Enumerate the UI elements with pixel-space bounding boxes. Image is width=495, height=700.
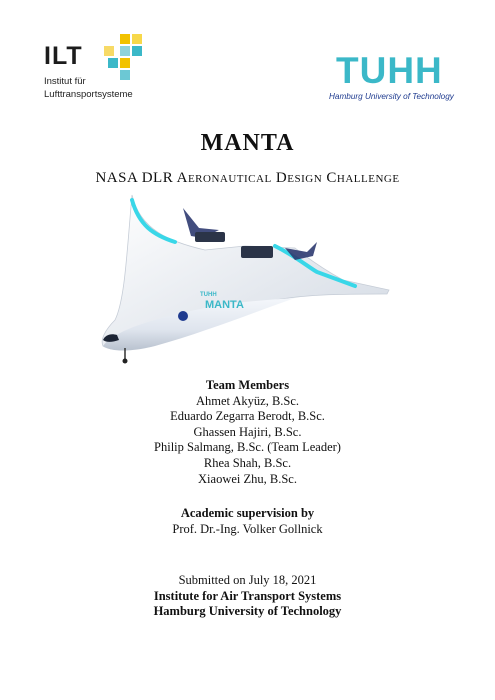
submission-section bbox=[0, 573, 495, 620]
team-member: Xiaowei Zhu, B.Sc. bbox=[198, 471, 297, 486]
team-member: Ghassen Hajiri, B.Sc. bbox=[193, 424, 302, 439]
submission-date: Submitted on July 18, 2021 bbox=[178, 573, 317, 587]
submission-institute: Institute for Air Transport Systems bbox=[153, 588, 342, 603]
team-section bbox=[0, 378, 495, 487]
supervision-heading: Academic supervision by bbox=[180, 506, 315, 520]
nasa-logo-icon bbox=[178, 311, 188, 321]
ilt-logo-line2: Lufttransportsysteme bbox=[44, 89, 133, 100]
aircraft-marking-name: MANTA bbox=[205, 299, 244, 311]
ilt-logo-name: ILT bbox=[44, 42, 83, 70]
supervisor-name: Prof. Dr.-Ing. Volker Gollnick bbox=[172, 521, 323, 536]
page-subtitle: NASA DLR Aeronautical Design Challenge bbox=[95, 170, 400, 186]
ilt-logo bbox=[44, 30, 164, 110]
submission-university: Hamburg University of Technology bbox=[153, 604, 342, 619]
ilt-puzzle-mark-icon bbox=[102, 32, 150, 84]
team-member: Ahmet Akyüz, B.Sc. bbox=[195, 393, 300, 408]
supervision-section bbox=[0, 506, 495, 537]
tuhh-logo bbox=[326, 52, 460, 104]
team-heading: Team Members bbox=[205, 378, 290, 392]
team-member: Rhea Shah, B.Sc. bbox=[203, 455, 292, 470]
team-member: Philip Salmang, B.Sc. (Team Leader) bbox=[154, 440, 341, 455]
team-member: Eduardo Zegarra Berodt, B.Sc. bbox=[170, 409, 325, 424]
aircraft-marking-top: TUHH bbox=[200, 292, 217, 298]
tuhh-logo-subtitle: Hamburg University of Technology bbox=[329, 92, 454, 101]
aircraft-rendering-image bbox=[95, 190, 395, 370]
tuhh-logo-name: TUHH bbox=[336, 50, 443, 91]
page-title: MANTA bbox=[200, 130, 295, 156]
ilt-logo-line1: Institut für bbox=[44, 76, 86, 87]
